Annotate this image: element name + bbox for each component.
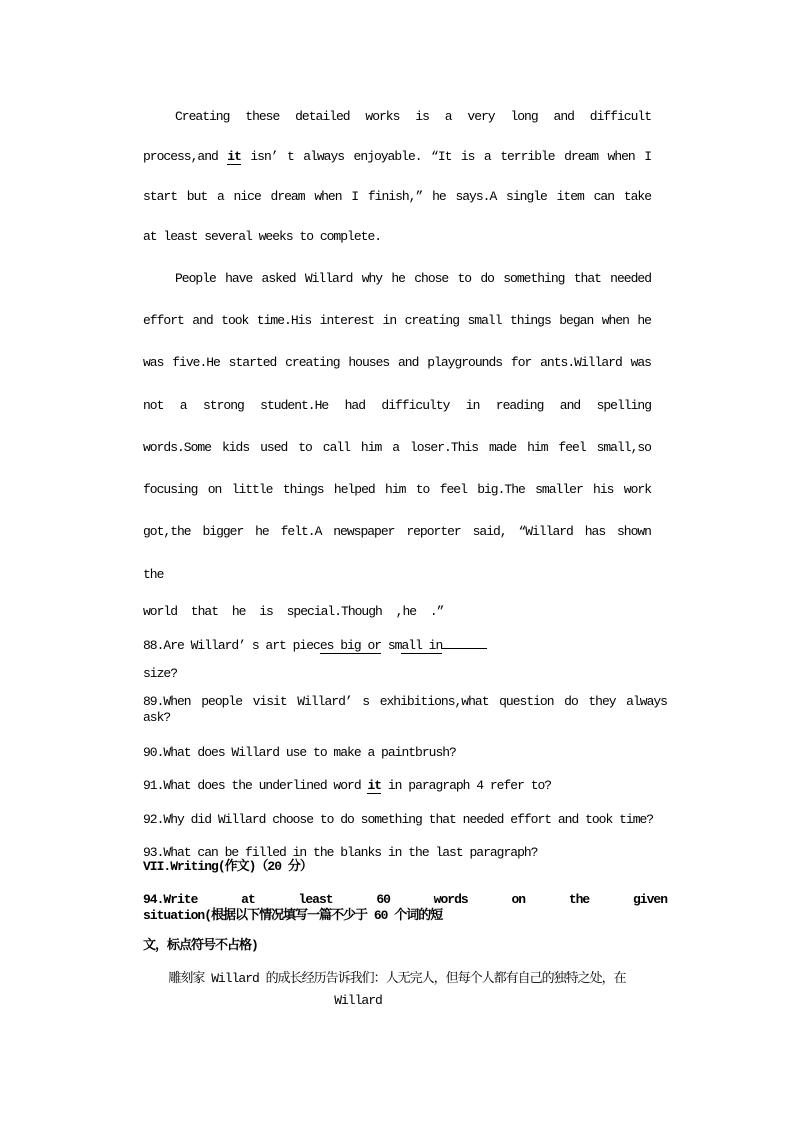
q91-pre: 91.What does the underlined word <box>143 778 368 793</box>
passage-para2-line3: was five.He started creating houses and playgrounds for ants.Willard was <box>143 355 651 370</box>
writing-situation-line1: 雕刻家 Willard 的成长经历告诉我们：人无完人，但每个人都有自己的独特之处，在 <box>168 971 626 986</box>
passage-para1-line3: start but a nice dream when I finish,” he says.A single item can take <box>143 189 651 204</box>
q91-underlined-word-it: it <box>367 778 382 793</box>
q88-underline-1: es big or <box>319 638 382 653</box>
question-88 <box>143 635 667 654</box>
question-89-line2: ask? <box>143 710 171 725</box>
question-90: 90.What does Willard use to make a paintbrush? <box>143 745 456 760</box>
question-89: 89.When people visit Willard’ s exhibitions,what question do they always <box>143 694 667 709</box>
line2-pre: process,and <box>143 149 228 164</box>
question-94-line3: 文，标点符号不占格) <box>143 938 258 953</box>
underlined-word-it: it <box>227 149 241 164</box>
passage-para2-line5: words.Some kids used to call him a loser.This made him feel small,so <box>143 440 651 455</box>
writing-situation-line2: Willard <box>334 993 382 1008</box>
passage-para2-line1: People have asked Willard why he chose to do something that needed <box>175 271 651 286</box>
passage-para2-line8: the <box>143 567 164 582</box>
question-93: 93.What can be filled in the blanks in the last paragraph? <box>143 845 538 860</box>
passage-para1-line1: Creating these detailed works is a very long and difficult <box>175 109 651 124</box>
q88-pre: 88.Are Willard’ s art piec <box>143 638 320 653</box>
q91-post: in paragraph 4 refer to? <box>381 778 552 793</box>
question-94-line1: 94.Write at least 60 words on the given <box>143 892 667 907</box>
passage-para2-line2: effort and took time.His interest in creating small things began when he <box>143 313 651 328</box>
passage-para2-line9: world that he is special.Though ,he .” <box>143 604 444 619</box>
passage-para2-line7: got,the bigger he felt.A newspaper reporter said, “Willard has shown <box>143 524 651 539</box>
passage-para2-line4: not a strong student.He had difficulty in reading and spelling <box>143 398 651 413</box>
writing-section-heading: VII.Writing(作文)（20 分） <box>143 859 312 874</box>
question-94-line2: situation(根据以下情况填写一篇不少于 60 个词的短 <box>143 908 443 923</box>
q88-answer-blank <box>442 635 487 649</box>
question-91 <box>143 778 667 794</box>
line2-post: isn’ t always enjoyable. “It is a terrible dream when I <box>240 149 651 164</box>
question-92: 92.Why did Willard choose to do something that needed effort and took time? <box>143 812 654 827</box>
q88-underline-2: all in <box>401 638 443 653</box>
question-88-line2: size? <box>143 666 178 681</box>
q88-mid: sm <box>381 638 402 653</box>
passage-para1-line4: at least several weeks to complete. <box>143 229 382 244</box>
passage-para1-line2 <box>143 149 651 165</box>
passage-para2-line6: focusing on little things helped him to feel big.The smaller his work <box>143 482 651 497</box>
